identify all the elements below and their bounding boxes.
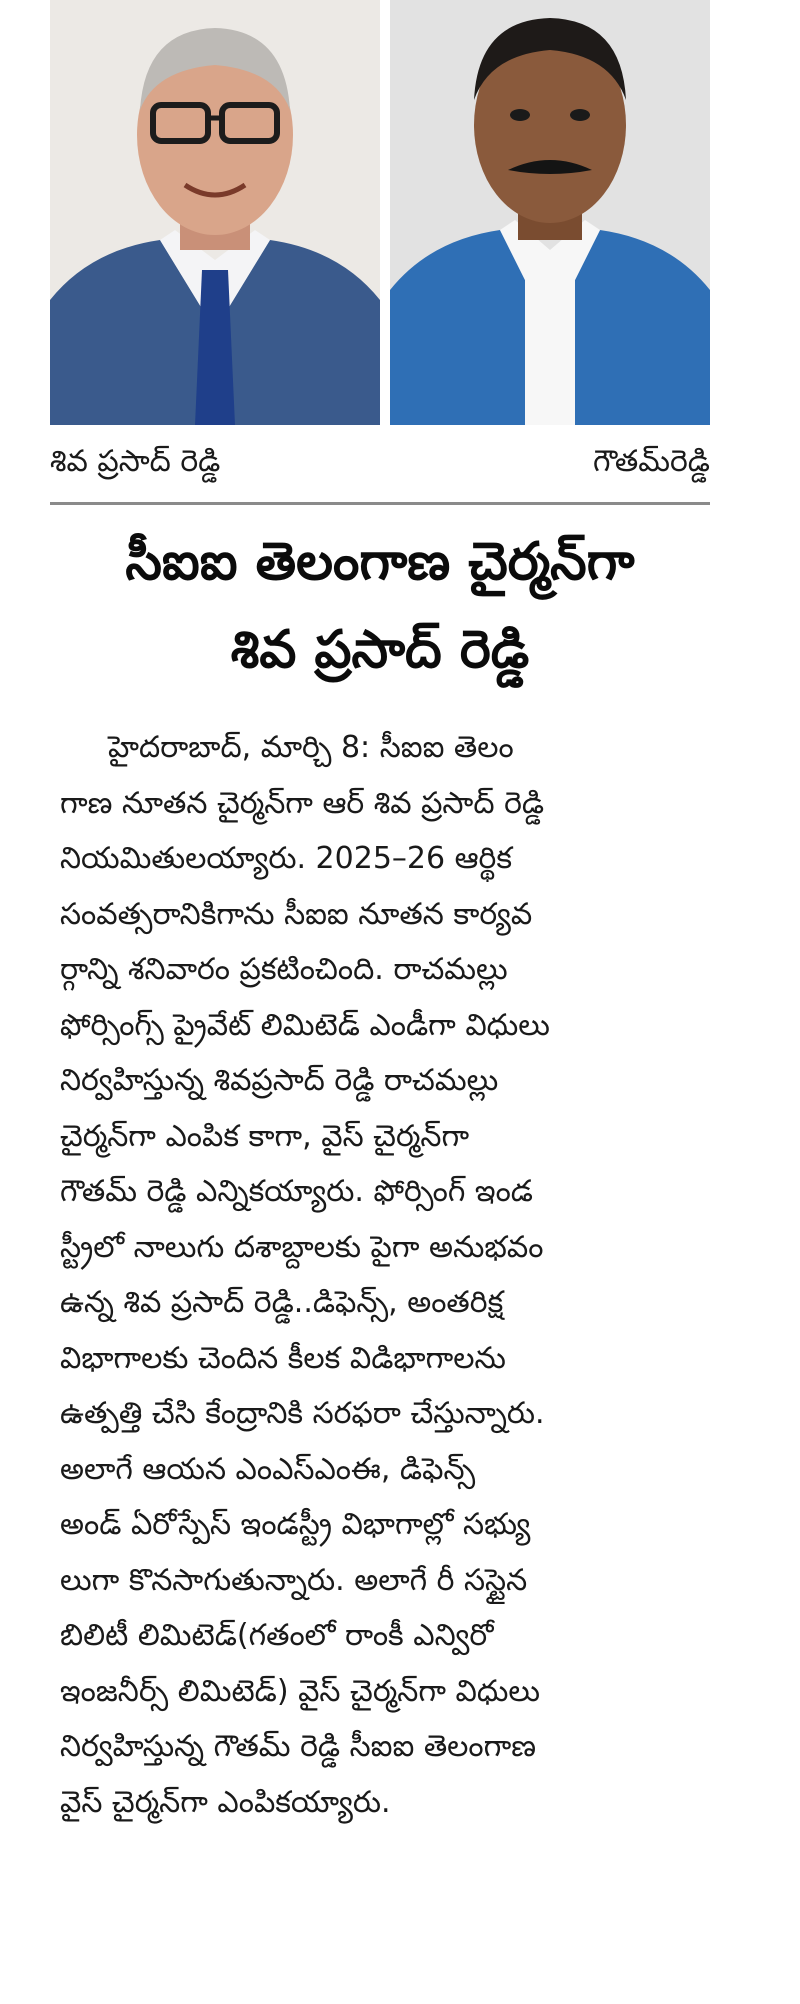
article-line: విభాగాలకు చెందిన కీలక విడిభాగాలను xyxy=(60,1340,506,1376)
photo-shiva-prasad-reddy xyxy=(50,0,380,425)
caption-left: శివ ప్రసాద్ రెడ్డి xyxy=(50,444,221,479)
article-line: ర్గాన్ని శనివారం ప్రకటించింది. రాచమల్లు xyxy=(60,952,508,987)
article-line: నియమితులయ్యారు. 2025–26 ఆర్థిక xyxy=(60,841,513,876)
article-line: హైదరాబాద్, మార్చి 8: సీఐఐ తెలం xyxy=(108,730,514,765)
article-line: బిలిటీ లిమిటెడ్(గతంలో రాంకీ ఎన్విరో xyxy=(60,1618,494,1653)
portrait-right xyxy=(390,0,710,425)
article-line: అండ్ ఏరోస్పేస్ ఇండస్ట్రీ విభాగాల్లో సభ్యు xyxy=(60,1507,531,1542)
article-line: వైస్ చైర్మన్‌గా ఎంపికయ్యారు. xyxy=(60,1784,391,1820)
article-body xyxy=(60,720,710,1830)
divider xyxy=(50,502,710,505)
article-line: లుగా కొనసాగుతున్నారు. అలాగే రీ సస్టైన xyxy=(60,1562,528,1598)
headline xyxy=(50,518,710,694)
article-line: ఫోర్సింగ్స్ ప్రైవేట్ లిమిటెడ్ ఎండీగా విధులు xyxy=(60,1007,550,1043)
article-line: ఉన్న శివ ప్రసాద్ రెడ్డి..డిఫెన్స్, అంతరిక్ష xyxy=(60,1285,504,1320)
article-line: అలాగే ఆయన ఎంఎస్ఎంఈ, డిఫెన్స్ xyxy=(60,1451,476,1487)
article-line: గాణ నూతన చైర్మన్‌గా ఆర్ శివ ప్రసాద్ రెడ్డి xyxy=(60,785,545,821)
article-line: సంవత్సరానికిగాను సీఐఐ నూతన కార్యవ xyxy=(60,896,533,932)
headline-line-2: శివ ప్రసాద్ రెడ్డి xyxy=(230,620,530,680)
article-line: ఉత్పత్తి చేసి కేంద్రానికి సరఫరా చేస్తున్నారు. xyxy=(60,1396,545,1431)
article-line: నిర్వహిస్తున్న గౌతమ్ రెడ్డి సీఐఐ తెలంగాణ xyxy=(60,1729,537,1764)
portrait-left xyxy=(50,0,380,425)
photo-captions xyxy=(50,432,710,492)
headline-line-1: సీఐఐ తెలంగాణ చైర్మన్‌గా xyxy=(125,532,635,592)
photo-strip xyxy=(50,0,710,425)
article-line: ఇంజనీర్స్ లిమిటెడ్) వైస్ చైర్మన్‌గా విధులు xyxy=(60,1673,541,1709)
photo-gautham-reddy xyxy=(390,0,710,425)
article-line: చైర్మన్‌గా ఎంపిక కాగా, వైస్ చైర్మన్‌గా xyxy=(60,1118,470,1154)
article-line: స్ట్రీలో నాలుగు దశాబ్దాలకు పైగా అనుభవం xyxy=(60,1229,544,1265)
article-line: నిర్వహిస్తున్న శివప్రసాద్ రెడ్డి రాచమల్లు xyxy=(60,1063,499,1098)
caption-right: గౌతమ్‌రెడ్డి xyxy=(593,444,710,479)
article-line: గౌతమ్ రెడ్డి ఎన్నికయ్యారు. ఫోర్సింగ్ ఇండ xyxy=(60,1174,533,1209)
